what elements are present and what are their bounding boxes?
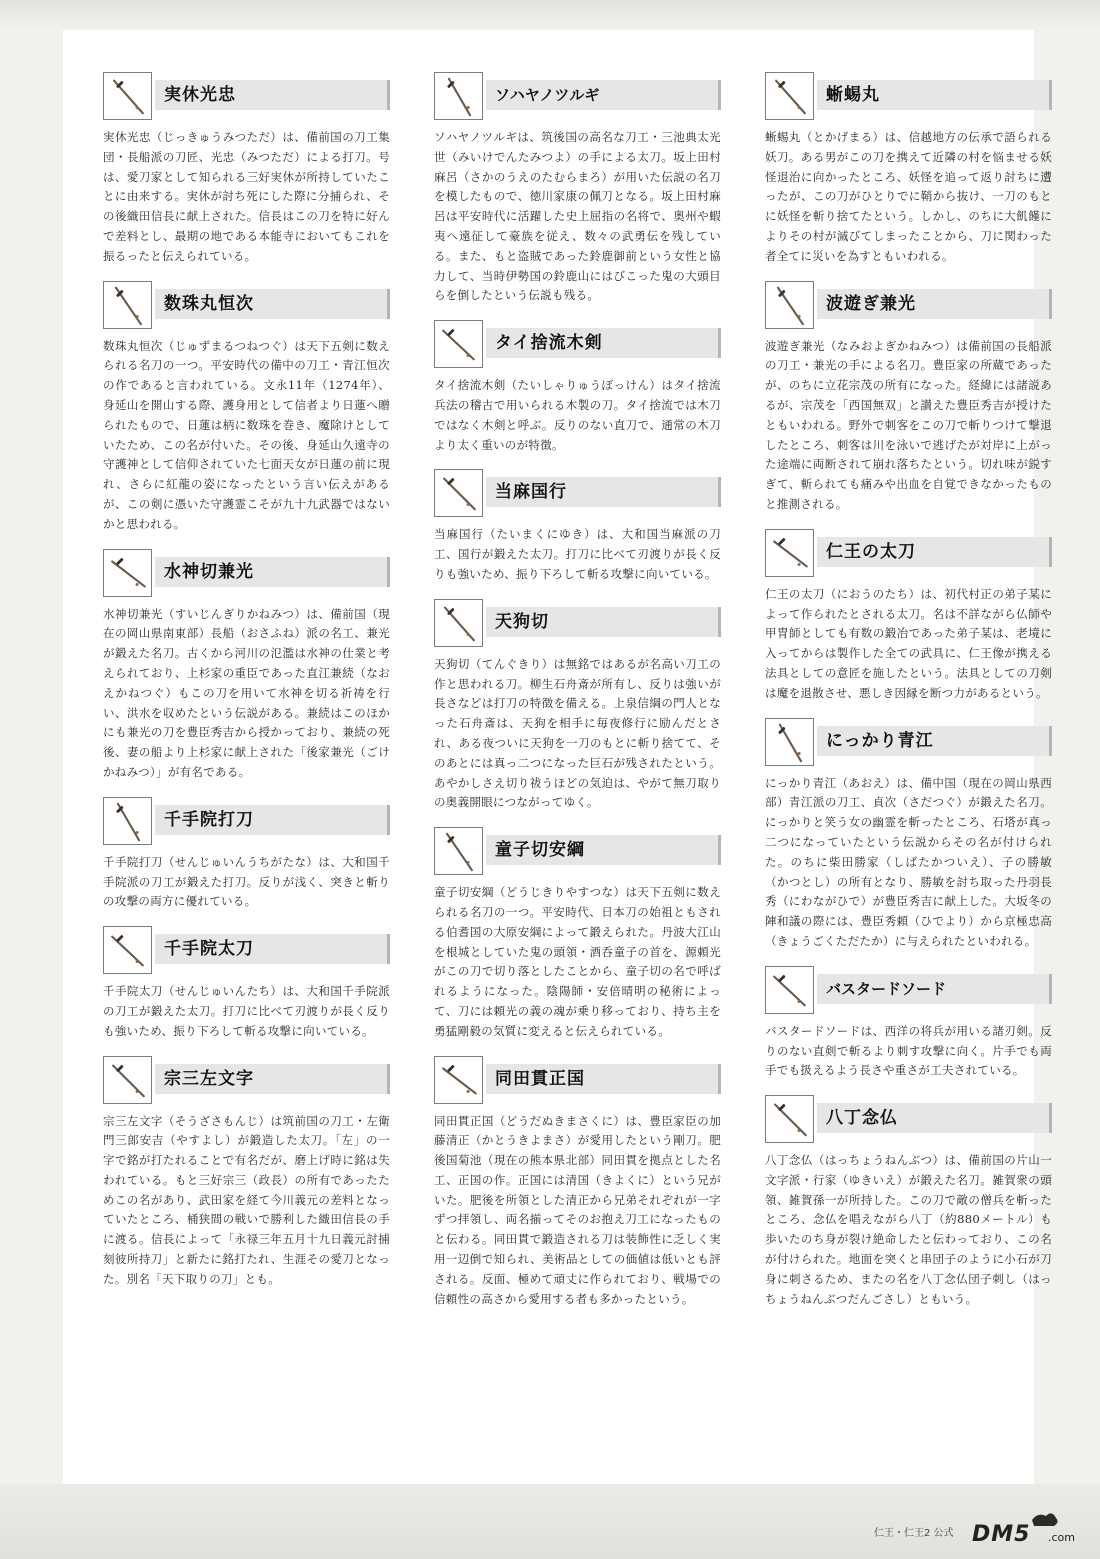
sword-icon	[435, 828, 482, 874]
column-left	[103, 72, 390, 1304]
sword-icon	[435, 600, 482, 646]
weapon-heading	[103, 549, 390, 599]
weapon-thumbnail	[434, 599, 483, 647]
weapon-entry	[434, 72, 721, 306]
weapon-entry	[765, 1095, 1052, 1309]
weapon-thumbnail	[765, 966, 814, 1014]
weapon-heading	[434, 469, 721, 519]
weapon-description: 八丁念仏（はっちょうねんぶつ）は、備前国の片山一文字派・行家（ゆきいえ）が鍛えた名刀。雑賀衆の頭領、雑賀孫一が所持した。この刀で敵の僧兵を斬ったところ、念仏を唱えながら八丁（約880メートル）も歩いたのち身が裂け絶命したと伝わっており、この名が付けられた。地面を突くと串団子のように小石が刀身に刺さるため、またの名を八丁念仏団子刺し（はっちょうねんぶつだんごさし）ともいう。	[765, 1153, 1052, 1306]
weapon-entry	[765, 72, 1052, 267]
sword-icon	[766, 967, 813, 1013]
weapon-name: 宗三左文字	[155, 1064, 390, 1094]
weapon-heading	[765, 72, 1052, 122]
weapon-description: 蜥蜴丸（とかげまる）は、信越地方の伝承で語られる妖刀。ある男がこの刀を携えて近隣の村を悩ませる妖怪退治に向かったところ、妖怪を追って返り討ちに遭ったが、この刀がひとりでに鞘から抜け、一刀のもとに妖怪を斬り捨てたという。しかし、のちに大飢饉によりその村が滅びてしまったことから、刀に関わった者全てに災いを為すともいわれる。	[765, 130, 1052, 263]
weapon-thumbnail	[103, 549, 152, 597]
weapon-thumbnail	[765, 1095, 814, 1143]
weapon-name: ソハヤノツルギ	[486, 80, 721, 110]
weapon-thumbnail	[765, 281, 814, 329]
weapon-heading	[103, 1056, 390, 1106]
weapon-name: 水神切兼光	[155, 557, 390, 587]
weapon-thumbnail	[765, 72, 814, 120]
weapon-name: バスタードソード	[817, 974, 1052, 1004]
weapon-description: 水神切兼光（すいじんぎりかねみつ）は、備前国（現在の岡山県南東部）長船（おさふね）派の名工、兼光が鍛えた名刀。古くから河川の氾濫は水神の仕業と考えられており、上杉家の重臣であった直江兼続（なおえかねつぐ）もこの刀を用いて水神を切る祈祷を行い、洪水を収めたという伝説がある。兼続はこのほかにも兼光の刀を豊臣秀吉から授かっており、兼続の死後、妻の船より上杉家に献上された「後家兼光（ごけかねみつ）」が有名である。	[103, 606, 390, 779]
weapon-heading	[103, 926, 390, 976]
sword-icon	[766, 1096, 813, 1142]
weapon-entry	[765, 281, 1052, 515]
weapon-description: 仁王の太刀（におうのたち）は、初代村正の弟子某によって作られたとされる太刀。名は不詳ながら仏師や甲冑師としても有数の鍛冶であった弟子某は、老境に入ってからは製作した全ての武具に、仁王像が携える法具としての意匠を施したという。法具としての刀剣は魔を退散させ、悪しき因縁を断つ力があるという。	[765, 586, 1052, 700]
weapon-name: 童子切安綱	[486, 835, 721, 865]
weapon-thumbnail	[434, 827, 483, 875]
weapon-entry	[765, 718, 1052, 952]
weapon-thumbnail	[434, 1056, 483, 1104]
weapon-entry	[434, 827, 721, 1041]
weapon-heading	[434, 1056, 721, 1106]
weapon-entry	[434, 599, 721, 813]
weapon-description: 波遊ぎ兼光（なみおよぎかねみつ）は備前国の長船派の刀工・兼光の手による名刀。豊臣家の所蔵であったが、のちに立花宗茂の所有になった。経緯には諸説あるが、宗茂を「西国無双」と讃えた豊臣秀吉が授けたともいわれる。野外で刺客をこの刀で斬りつけて撃退したところ、刺客は川を泳いで逃げたが対岸に上がった途端に両断されて崩れ落ちたという。切れ味が鋭すぎて、斬られても痛みや出血を自覚できなかったものと推測される。	[765, 338, 1052, 511]
weapon-thumbnail	[103, 926, 152, 974]
weapon-description: 千手院太刀（せんじゅいんたち）は、大和国千手院派の刀工が鍛えた太刀。打刀に比べて刃渡りが長く反りも強いため、振り下ろして斬る攻撃に向いている。	[103, 984, 390, 1038]
weapon-name: 同田貫正国	[486, 1064, 721, 1094]
weapon-entry	[103, 926, 390, 1041]
weapon-heading	[765, 529, 1052, 579]
page-top-band	[0, 0, 1100, 30]
sword-icon	[435, 73, 482, 119]
weapon-name: 天狗切	[486, 607, 721, 637]
weapon-entry	[103, 797, 390, 912]
weapon-heading	[103, 281, 390, 331]
weapon-name: 仁王の太刀	[817, 537, 1052, 567]
page-bottom-band	[0, 1484, 1100, 1559]
weapon-thumbnail	[765, 718, 814, 766]
weapon-name: 当麻国行	[486, 477, 721, 507]
weapon-thumbnail	[765, 529, 814, 577]
weapon-thumbnail	[103, 281, 152, 329]
weapon-description: 天狗切（てんぐきり）は無銘ではあるが名高い刀工の作と思われる刀。柳生石舟斎が所有し、反りは強いが長さなどは打刀の特徴を備える。上泉信綱の門人となった石舟斎は、天狗を相手に毎夜修行に励んだとされ、ある夜ついに天狗を一刀のもとに斬り捨てて、そのあとには真っ二つになった巨石が残されたという。あやかしさえ切り祓うほどの気迫は、やがて無刀取りの奥義開眼につながってゆく。	[434, 656, 721, 810]
weapon-description: 数珠丸恒次（じゅずまるつねつぐ）は天下五剣に数えられる名刀の一つ。平安時代の備中の刀工・青江恒次の作であると言われている。文永11年（1274年）、身延山を開山する際、護身用として信者より日蓮へ贈られたもので、日蓮は柄に数珠を巻き、魔除けとしていたため、この名が付いた。その後、身延山久遠寺の守護神として信仰されていた七面天女が日蓮の前に現れ、さらに紅龍の姿になったという言い伝えがあるが、この剣に憑いた守護霊こそが九十九武器ではないかと思われる。	[103, 338, 390, 531]
weapon-thumbnail	[434, 320, 483, 368]
weapon-description: タイ捨流木剣（たいしゃりゅうぼっけん）はタイ捨流兵法の稽古で用いられる木製の刀。タイ捨流では木刀ではなく木剣と呼ぶ。反りのない直刀で、通常の木刀より太く重いのが特徴。	[434, 378, 721, 452]
weapon-heading	[103, 72, 390, 122]
footer-book-title: 仁王・仁王2 公式	[874, 1528, 954, 1539]
weapon-entry	[434, 1056, 721, 1310]
weapon-name: 蜥蜴丸	[817, 80, 1052, 110]
sword-icon	[104, 550, 151, 596]
weapon-description: 千手院打刀（せんじゅいんうちがたな）は、大和国千手院派の刀工が鍛えた打刀。反りが浅く、突きと斬りの攻撃の両方に優れている。	[103, 854, 390, 909]
weapon-heading	[434, 827, 721, 877]
weapon-name: 数珠丸恒次	[155, 289, 390, 319]
weapon-name: 千手院打刀	[155, 805, 390, 835]
weapon-entry	[434, 320, 721, 455]
weapon-heading	[765, 1095, 1052, 1145]
weapon-heading	[765, 966, 1052, 1016]
weapon-heading	[103, 797, 390, 847]
column-middle	[434, 72, 721, 1323]
weapon-thumbnail	[434, 469, 483, 517]
weapon-entry	[103, 281, 390, 535]
weapon-description: 実休光忠（じっきゅうみつただ）は、備前国の刀工集団・長船派の刀匠、光忠（みつただ）による打刀。号は、愛刀家として知られる三好実休が所持していたことに由来する。実休が討ち死にした際に分捕られ、その後織田信長に献上された。信長はこの刀を特に好んで差料とし、最期の地である本能寺においてもこれを振るったと伝えられている。	[103, 130, 390, 263]
sword-icon	[435, 321, 482, 367]
weapon-name: 千手院太刀	[155, 934, 390, 964]
weapon-name: 実休光忠	[155, 80, 390, 110]
sword-icon	[766, 282, 813, 328]
weapon-description: ソハヤノツルギは、筑後国の高名な刀工・三池典太光世（みいけでんたみつよ）の手による太刀。坂上田村麻呂（さかのうえのたむらまろ）が用いた伝説の名刀を模したもので、徳川家康の佩刀となる。坂上田村麻呂は平安時代に活躍した史上屈指の名将で、奥州や蝦夷へ遠征して豪族を従え、数々の武勇伝を残している。また、もと盗賊であった鈴鹿御前という女性と協力して、当時伊勢国の鈴鹿山にはびこった鬼の大頭目らを倒したという伝説も残る。	[434, 130, 721, 303]
watermark-domain: .com	[1048, 1531, 1075, 1544]
column-right	[765, 72, 1052, 1323]
dm5-watermark-logo	[972, 1510, 1082, 1550]
sword-icon	[104, 282, 151, 328]
weapon-thumbnail	[103, 72, 152, 120]
weapon-name: 波遊ぎ兼光	[817, 289, 1052, 319]
weapon-description: バスタードソードは、西洋の将兵が用いる諸刃剣。反りのない直剣で斬るより刺す攻撃に向く。片手でも両手でも扱えるよう長さや重さが工夫されている。	[765, 1023, 1052, 1078]
weapon-heading	[765, 281, 1052, 331]
sword-icon	[766, 530, 813, 576]
weapon-description: 同田貫正国（どうだぬきまさくに）は、豊臣家臣の加藤清正（かとうきよまさ）が愛用したという剛刀。肥後国菊池（現在の熊本県北部）同田貫を拠点とした名工、正国の作。正国には清国（きよくに）という兄がいた。肥後を所領とした清正から兄弟それぞれが一字ずつ拝領し、両名揃ってそのお抱え刀工になったものと伝わる。同田貫で鍛造される刀は装飾性に乏しく実用一辺倒で知られ、美術品としての価値は低いとも評される。反面、極めて頑丈に作られており、戦場での信頼性の高さから愛用する者も多かったという。	[434, 1113, 721, 1306]
weapon-entry	[434, 469, 721, 584]
sword-icon	[104, 927, 151, 973]
sword-icon	[766, 719, 813, 765]
sword-icon	[435, 1057, 482, 1103]
weapon-thumbnail	[434, 72, 483, 120]
weapon-entry	[103, 549, 390, 783]
weapon-heading	[434, 599, 721, 649]
weapon-description: にっかり青江（あおえ）は、備中国（現在の岡山県西部）青江派の刀工、貞次（さだつぐ）が鍛えた名刀。にっかりと笑う女の幽霊を斬ったところ、石塔が真っ二つになっていたという伝説からその名が付けられた。のちに柴田勝家（しばたかついえ）、子の勝敏（かつとし）の所有となり、勝敏を討ち取った丹羽長秀（にわながひで）が豊臣秀吉に献上した。大坂冬の陣和議の際には、豊臣秀頼（ひでより）から京極忠高（きょうごくただたか）に与えられたといわれる。	[765, 775, 1052, 948]
weapon-entry	[765, 529, 1052, 704]
sword-icon	[435, 470, 482, 516]
weapon-entry	[765, 966, 1052, 1081]
weapon-thumbnail	[103, 1056, 152, 1104]
weapon-heading	[765, 718, 1052, 768]
weapon-name: にっかり青江	[817, 726, 1052, 756]
sword-icon	[104, 73, 151, 119]
sword-icon	[104, 1057, 151, 1103]
weapon-entry	[103, 1056, 390, 1290]
weapon-heading	[434, 320, 721, 370]
weapon-name: タイ捨流木剣	[486, 328, 721, 358]
weapon-description: 宗三左文字（そうざさもんじ）は筑前国の刀工・左衛門三郎安吉（やすよし）が鍛造した太刀。「左」の一字で銘が打たれることで有名だが、磨上げ時に銘は失われている。もと三好宗三（政長）の所有であったためこの名があり、武田家を経て今川義元の差料となっていたところ、桶狭間の戦いで勝利した織田信長の手に渡る。信長によって「永禄三年五月十九日義元討捕刻彼所持刀」と新たに銘打たれ、生涯その愛刀となった。別名「天下取りの刀」とも。	[103, 1113, 390, 1286]
sword-icon	[766, 73, 813, 119]
weapon-thumbnail	[103, 797, 152, 845]
weapon-description: 童子切安綱（どうじきりやすつな）は天下五剣に数えられる名刀の一つ。平安時代、日本刀の始祖ともされる伯耆国の大原安綱によって鍛えられた。丹波大江山を根城としていた鬼の頭領・酒呑童子の首を、源頼光がこの刀で切り落としたことから、童子切の名で呼ばれるようになった。陰陽師・安倍晴明の秘術によって、刀には頼光の義の魂が乗り移っており、持ち主を勇猛剛毅の気質に変えると伝えられている。	[434, 885, 721, 1038]
weapon-entry	[103, 72, 390, 267]
watermark-text: DM5	[972, 1522, 1031, 1547]
weapon-description: 当麻国行（たいまくにゆき）は、大和国当麻派の刀工、国行が鍛えた太刀。打刀に比べて刃渡りが長く反りも強いため、振り下ろして斬る攻撃に向いている。	[434, 527, 721, 581]
sword-icon	[104, 798, 151, 844]
weapon-heading	[434, 72, 721, 122]
weapon-name: 八丁念仏	[817, 1103, 1052, 1133]
